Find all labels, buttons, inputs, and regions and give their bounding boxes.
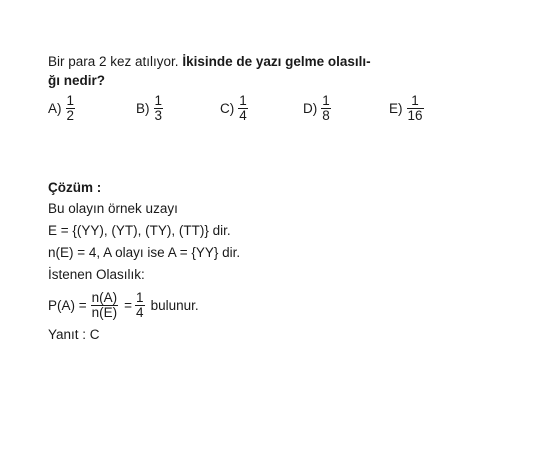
question-block [48, 52, 488, 342]
option-fraction [321, 94, 331, 123]
answer-options [48, 94, 488, 128]
option-d [303, 94, 331, 123]
fraction-denominator: 4 [239, 108, 247, 123]
option-label: D) [303, 101, 318, 116]
option-a [48, 94, 75, 123]
answer-text: Yanıt : C [48, 327, 100, 342]
option-e [389, 94, 424, 123]
fraction-numerator: 1 [136, 289, 144, 305]
probability-formula [48, 288, 240, 322]
option-label: E) [389, 101, 403, 116]
solution-title: Çözüm : [48, 180, 102, 195]
solution-line-1: Bu olayın örnek uzayı [48, 201, 178, 216]
fraction-numerator: n(A) [91, 289, 118, 305]
fraction-denominator: 3 [154, 108, 163, 123]
solution-line-2: E = {(YY), (YT), (TY), (TT)} dir. [48, 223, 231, 238]
solution-line-3: n(E) = 4, A olayı ise A = {YY} dir. [48, 245, 241, 260]
fraction-numerator: 1 [322, 93, 330, 108]
solution-block [48, 178, 240, 346]
option-fraction [66, 94, 76, 123]
option-b [136, 94, 163, 123]
fraction-denominator: 16 [407, 108, 423, 123]
fraction-denominator: 8 [322, 108, 330, 123]
fraction-denominator: 2 [66, 108, 75, 123]
fraction-denominator: 4 [136, 304, 144, 320]
option-fraction [407, 94, 424, 123]
formula-fraction-na-ne [91, 291, 119, 320]
fraction-numerator: 1 [154, 93, 163, 108]
formula-fraction-result [135, 291, 145, 320]
fraction-denominator: n(E) [91, 304, 118, 320]
question-bold-2: ğı nedir? [48, 73, 105, 88]
option-label: C) [220, 101, 235, 116]
option-label: A) [48, 101, 62, 116]
question-text [48, 52, 488, 90]
solution-line-4: İstenen Olasılık: [48, 267, 145, 282]
option-fraction [154, 94, 164, 123]
fraction-numerator: 1 [411, 93, 419, 108]
formula-lhs: P(A) = [48, 297, 87, 313]
option-c [220, 94, 248, 123]
formula-equals: = [124, 297, 133, 313]
option-fraction [238, 94, 248, 123]
formula-tail: bulunur. [150, 297, 199, 313]
fraction-numerator: 1 [66, 93, 75, 108]
option-label: B) [136, 101, 150, 116]
question-intro: Bir para 2 kez atılıyor. [48, 54, 179, 69]
fraction-numerator: 1 [239, 93, 247, 108]
question-bold-1: İkisinde de yazı gelme olasılı- [182, 54, 371, 69]
